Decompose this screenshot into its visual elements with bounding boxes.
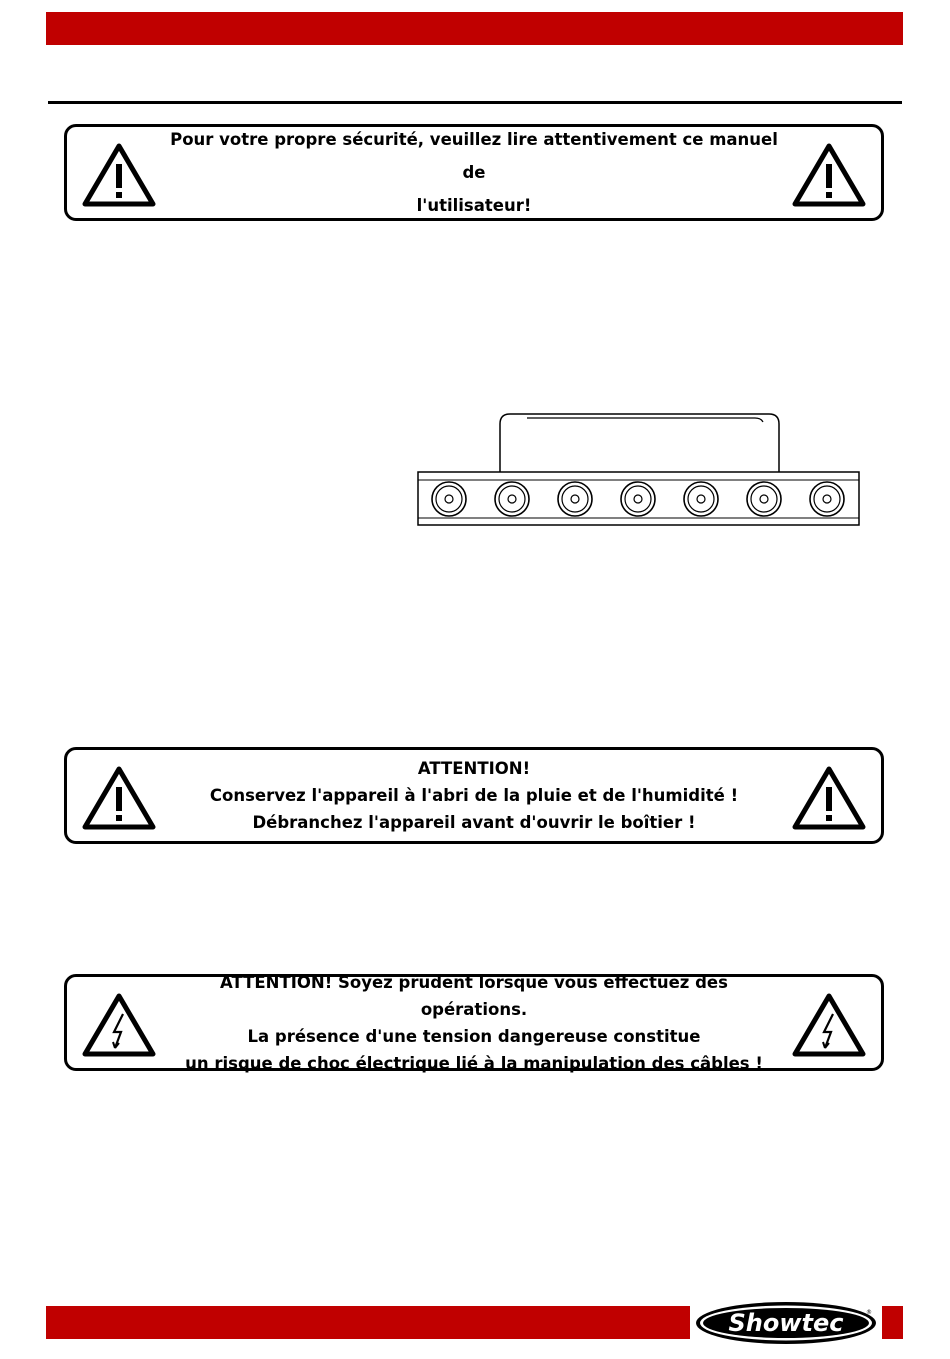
showtec-logo — [694, 1300, 878, 1346]
led-bar-fixture-illustration — [417, 410, 861, 530]
logo-text: Showtec — [728, 1309, 844, 1337]
header-rule — [48, 101, 902, 104]
warning-line: Conservez l'appareil à l'abri de la pluie et de l'humidité ! — [209, 786, 739, 805]
attention-warning-box — [64, 747, 884, 844]
footer-red-bar-end — [882, 1306, 903, 1339]
exclamation-warning-icon — [791, 765, 867, 831]
footer-red-bar — [46, 1306, 690, 1339]
warning-line: ATTENTION! Soyez prudent lorsque vous effectuez des opérations. — [220, 972, 728, 1019]
warning-line: l'utilisateur! — [416, 196, 532, 215]
warning-message — [167, 750, 781, 841]
warning-line: La présence d'une tension dangereuse constitue — [247, 1026, 701, 1046]
warning-line: Pour votre propre sécurité, veuillez lire attentivement ce manuel de — [170, 130, 778, 182]
warning-message — [167, 972, 781, 1073]
warning-message — [167, 127, 781, 218]
electrical-hazard-icon — [81, 992, 157, 1058]
exclamation-warning-icon — [81, 765, 157, 831]
safety-warning-box — [64, 124, 884, 221]
electrical-hazard-icon — [791, 992, 867, 1058]
exclamation-warning-icon — [81, 142, 157, 208]
warning-line: un risque de choc électrique lié à la manipulation des câbles ! — [185, 1053, 763, 1073]
header-red-bar — [46, 12, 903, 45]
electrical-warning-box — [64, 974, 884, 1071]
exclamation-warning-icon — [791, 142, 867, 208]
warning-line: ATTENTION! — [417, 759, 531, 778]
svg-text:®: ® — [866, 1309, 872, 1316]
warning-line: Débranchez l'appareil avant d'ouvrir le boîtier ! — [252, 813, 696, 832]
